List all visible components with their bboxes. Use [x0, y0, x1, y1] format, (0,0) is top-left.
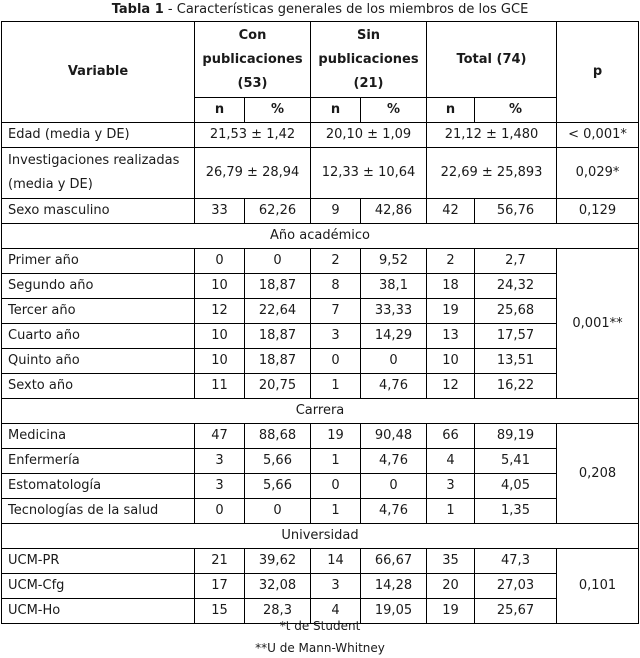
cell-pct-con: 88,68 [245, 424, 311, 449]
cell-p: 0,029* [557, 148, 639, 199]
cell-pct-total: 25,67 [475, 599, 557, 624]
table-row [2, 449, 639, 474]
row-label: Quinto año [2, 349, 195, 374]
cell-n-total: 3 [427, 474, 475, 499]
table-row [2, 324, 639, 349]
cell-pct-con: 32,08 [245, 574, 311, 599]
cell-n-con: 3 [195, 449, 245, 474]
header-pct-total: % [475, 98, 557, 123]
row-label: Cuarto año [2, 324, 195, 349]
section-p-value: 0,001** [557, 249, 639, 399]
row-label: Medicina [2, 424, 195, 449]
section-p-value: 0,208 [557, 424, 639, 524]
cell-n-total: 2 [427, 249, 475, 274]
table-row [2, 499, 639, 524]
cell-pct-con: 20,75 [245, 374, 311, 399]
row-label: Estomatología [2, 474, 195, 499]
cell-n-con: 10 [195, 349, 245, 374]
cell-n-sin: 4 [311, 599, 361, 624]
cell-total: 22,69 ± 25,893 [427, 148, 557, 199]
cell-pct-total: 2,7 [475, 249, 557, 274]
table-row [2, 274, 639, 299]
cell-n-total: 18 [427, 274, 475, 299]
header-pct-con: % [245, 98, 311, 123]
cell-pct-con: 5,66 [245, 449, 311, 474]
cell-pct-total: 4,05 [475, 474, 557, 499]
row-edad [2, 123, 639, 148]
caption-separator: - [163, 2, 177, 17]
cell-pct-total: 1,35 [475, 499, 557, 524]
cell-con: 26,79 ± 28,94 [195, 148, 311, 199]
row-label: Tecnologías de la salud [2, 499, 195, 524]
cell-n-con: 11 [195, 374, 245, 399]
cell-p: < 0,001* [557, 123, 639, 148]
section-header-row [2, 399, 639, 424]
cell-pct-total: 24,32 [475, 274, 557, 299]
row-label: Edad (media y DE) [2, 123, 195, 148]
row-label: UCM-PR [2, 549, 195, 574]
cell-pct-con: 18,87 [245, 324, 311, 349]
section-title: Universidad [2, 524, 639, 549]
row-label: Enfermería [2, 449, 195, 474]
cell-n-con: 47 [195, 424, 245, 449]
section-p-value: 0,101 [557, 549, 639, 624]
cell-n-total: 19 [427, 599, 475, 624]
cell-pct-total: 17,57 [475, 324, 557, 349]
row-label: Segundo año [2, 274, 195, 299]
cell-pct-total: 16,22 [475, 374, 557, 399]
cell-pct-sin: 14,29 [361, 324, 427, 349]
cell-n-sin: 1 [311, 449, 361, 474]
cell-p: 0,129 [557, 199, 639, 224]
table-row [2, 549, 639, 574]
table-row [2, 424, 639, 449]
header-n-sin: n [311, 98, 361, 123]
cell-pct-total: 5,41 [475, 449, 557, 474]
cell-n-con: 3 [195, 474, 245, 499]
row-investigaciones [2, 148, 639, 199]
cell-n-sin: 3 [311, 574, 361, 599]
row-label: Sexo masculino [2, 199, 195, 224]
cell-pct-con: 39,62 [245, 549, 311, 574]
section-title: Carrera [2, 399, 639, 424]
header-con-line2: publicaciones [202, 51, 303, 67]
cell-n-con: 0 [195, 499, 245, 524]
header-con-line3: (53) [237, 75, 268, 91]
cell-sin: 12,33 ± 10,64 [311, 148, 427, 199]
cell-pct-sin: 14,28 [361, 574, 427, 599]
cell-n-total: 13 [427, 324, 475, 349]
cell-n-sin: 8 [311, 274, 361, 299]
header-con-line1: Con [238, 27, 267, 43]
table-row [2, 349, 639, 374]
cell-n-con: 15 [195, 599, 245, 624]
cell-pct-con: 62,26 [245, 199, 311, 224]
row-label [2, 148, 195, 199]
header-sin-line2: publicaciones [318, 51, 419, 67]
cell-n-sin: 7 [311, 299, 361, 324]
cell-n-con: 10 [195, 324, 245, 349]
note-mann-whitney: **U de Mann-Whitney [255, 641, 385, 655]
cell-pct-sin: 4,76 [361, 374, 427, 399]
row-label: Primer año [2, 249, 195, 274]
cell-pct-total: 47,3 [475, 549, 557, 574]
table-row [2, 299, 639, 324]
table-row [2, 574, 639, 599]
cell-pct-con: 22,64 [245, 299, 311, 324]
cell-pct-con: 0 [245, 249, 311, 274]
note-student: *t de Student [279, 619, 361, 633]
header-sin-line3: (21) [353, 75, 384, 91]
table-caption [0, 0, 640, 20]
header-pct-sin: % [361, 98, 427, 123]
cell-pct-sin: 0 [361, 474, 427, 499]
cell-n-sin: 1 [311, 499, 361, 524]
cell-total: 21,12 ± 1,480 [427, 123, 557, 148]
table-row [2, 474, 639, 499]
row-label-line1: Investigaciones realizadas [8, 153, 180, 168]
row-label: UCM-Cfg [2, 574, 195, 599]
cell-pct-sin: 0 [361, 349, 427, 374]
section-header-row [2, 224, 639, 249]
cell-n-sin: 3 [311, 324, 361, 349]
cell-n-total: 19 [427, 299, 475, 324]
header-sin-line1: Sin [356, 27, 381, 43]
cell-pct-sin: 19,05 [361, 599, 427, 624]
cell-pct-sin: 4,76 [361, 449, 427, 474]
cell-n-total: 10 [427, 349, 475, 374]
caption-label: Tabla 1 [111, 2, 164, 17]
cell-pct-total: 56,76 [475, 199, 557, 224]
cell-n-con: 33 [195, 199, 245, 224]
row-label-line2: (media y DE) [8, 177, 93, 192]
cell-n-total: 1 [427, 499, 475, 524]
row-label: UCM-Ho [2, 599, 195, 624]
cell-n-con: 21 [195, 549, 245, 574]
cell-pct-sin: 33,33 [361, 299, 427, 324]
cell-sin: 20,10 ± 1,09 [311, 123, 427, 148]
cell-pct-sin: 9,52 [361, 249, 427, 274]
header-con [195, 22, 311, 98]
header-n-total: n [427, 98, 475, 123]
cell-pct-sin: 66,67 [361, 549, 427, 574]
header-variable: Variable [2, 22, 195, 123]
cell-pct-con: 28,3 [245, 599, 311, 624]
cell-pct-sin: 38,1 [361, 274, 427, 299]
cell-con: 21,53 ± 1,42 [195, 123, 311, 148]
cell-n-total: 42 [427, 199, 475, 224]
cell-pct-total: 89,19 [475, 424, 557, 449]
cell-n-sin: 2 [311, 249, 361, 274]
table-row [2, 249, 639, 274]
cell-n-sin: 1 [311, 374, 361, 399]
caption-text: Características generales de los miembros de los GCE [176, 2, 529, 17]
cell-n-con: 17 [195, 574, 245, 599]
cell-n-sin: 19 [311, 424, 361, 449]
header-n-con: n [195, 98, 245, 123]
row-sexo [2, 199, 639, 224]
characteristics-table [1, 21, 639, 624]
cell-n-total: 4 [427, 449, 475, 474]
section-title: Año académico [2, 224, 639, 249]
cell-n-con: 12 [195, 299, 245, 324]
header-sin [311, 22, 427, 98]
cell-pct-sin: 4,76 [361, 499, 427, 524]
cell-n-total: 20 [427, 574, 475, 599]
cell-n-con: 0 [195, 249, 245, 274]
cell-n-sin: 0 [311, 474, 361, 499]
section-header-row [2, 524, 639, 549]
cell-pct-con: 18,87 [245, 349, 311, 374]
cell-pct-sin: 90,48 [361, 424, 427, 449]
cell-pct-con: 5,66 [245, 474, 311, 499]
table-row [2, 374, 639, 399]
cell-pct-con: 0 [245, 499, 311, 524]
cell-pct-con: 18,87 [245, 274, 311, 299]
header-total: Total (74) [427, 22, 557, 98]
cell-pct-total: 25,68 [475, 299, 557, 324]
cell-n-con: 10 [195, 274, 245, 299]
cell-n-sin: 0 [311, 349, 361, 374]
cell-pct-sin: 42,86 [361, 199, 427, 224]
cell-pct-total: 27,03 [475, 574, 557, 599]
row-label: Sexto año [2, 374, 195, 399]
cell-n-sin: 14 [311, 549, 361, 574]
cell-n-total: 35 [427, 549, 475, 574]
header-row-top [2, 22, 639, 98]
cell-pct-total: 13,51 [475, 349, 557, 374]
cell-n-sin: 9 [311, 199, 361, 224]
cell-n-total: 66 [427, 424, 475, 449]
cell-n-total: 12 [427, 374, 475, 399]
row-label: Tercer año [2, 299, 195, 324]
header-p: p [557, 22, 639, 123]
